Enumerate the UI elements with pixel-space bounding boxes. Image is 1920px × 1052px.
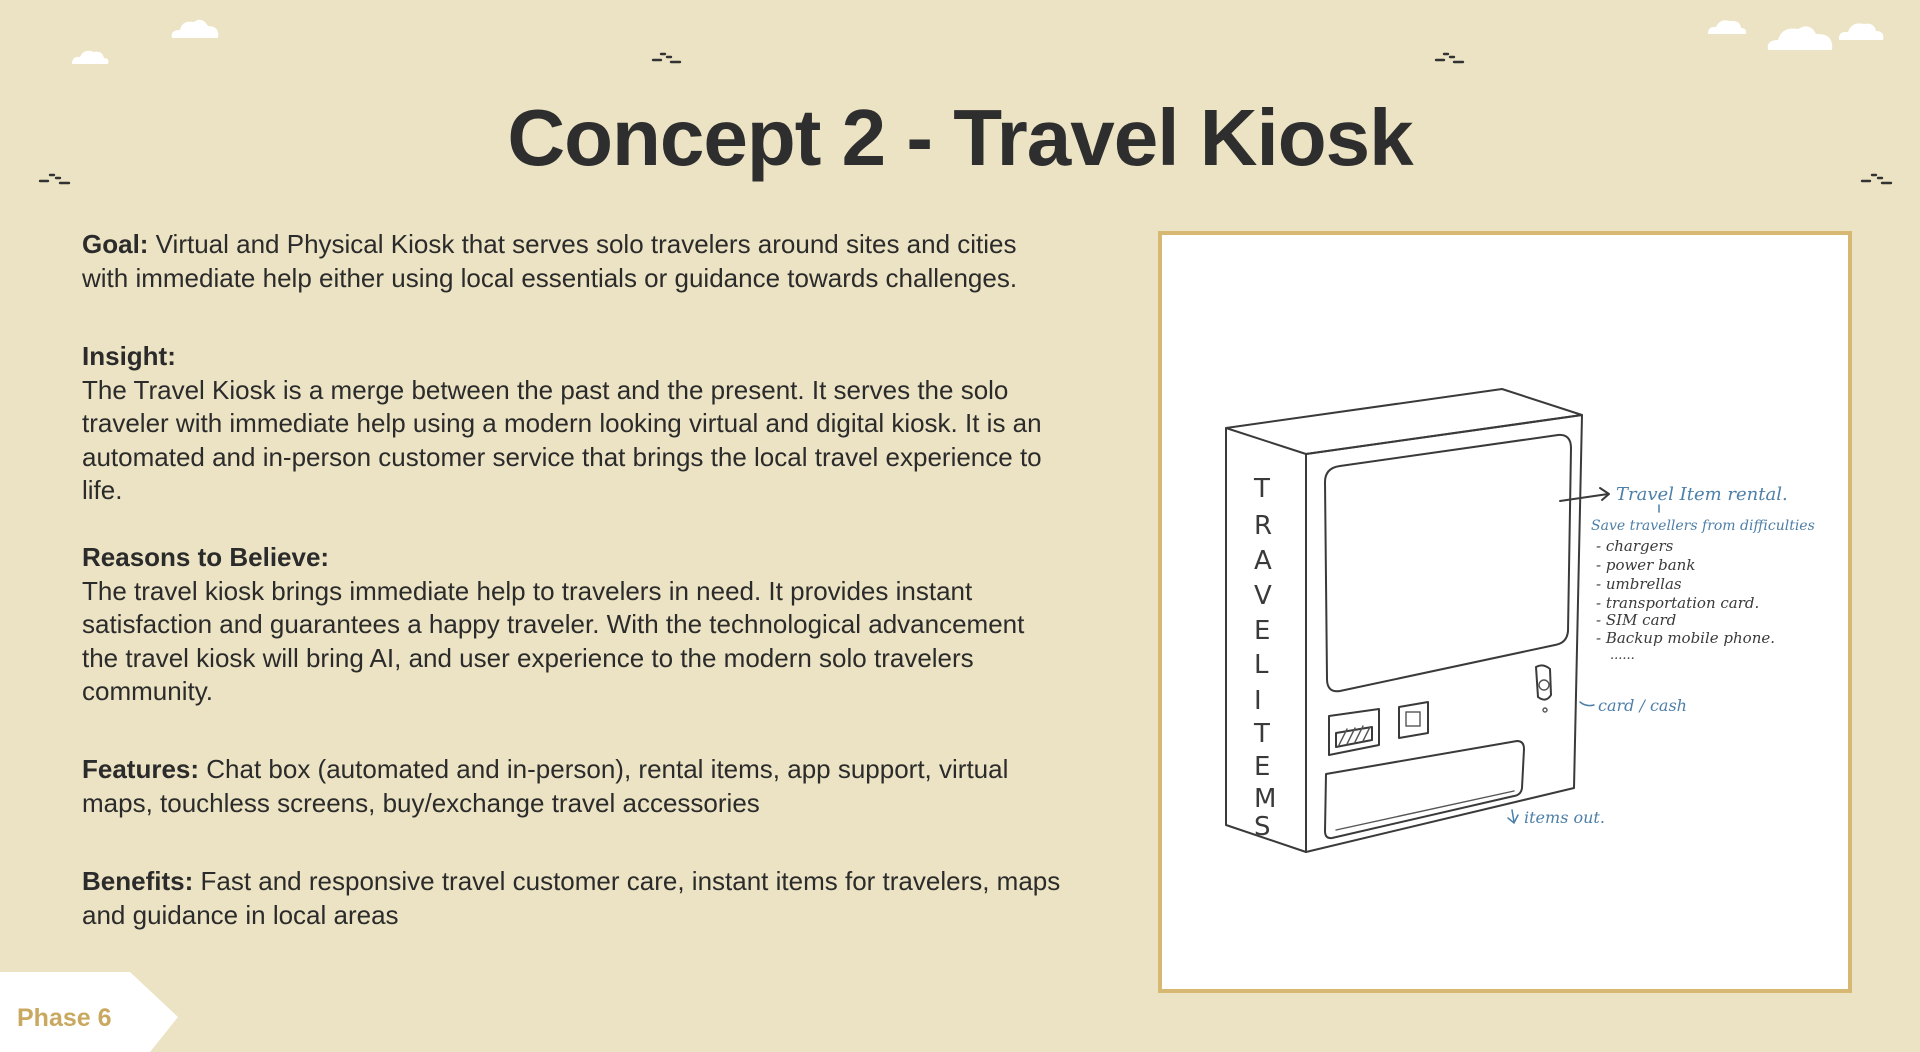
note-rental: Travel Item rental.: [1616, 484, 1788, 505]
note-item: - transportation card.: [1596, 594, 1760, 612]
side-letter: M: [1254, 784, 1277, 814]
side-letter: T: [1254, 719, 1270, 749]
reasons-line: the travel kiosk will bring AI, and user experience to the modern solo travelers: [82, 642, 974, 673]
features-line-1: Chat box (automated and in-person), rental items, app support, virtual: [199, 754, 1009, 784]
reasons-label: Reasons to Believe:: [82, 542, 330, 572]
slide-title: Concept 2 - Travel Kiosk: [507, 93, 1413, 182]
sketch-notes: [1524, 484, 1815, 827]
reasons-line: satisfaction and guarantees a happy traveler. With the technological advancement: [82, 609, 1025, 639]
cloud-icon: [70, 46, 110, 66]
kiosk-sketch: [1162, 235, 1848, 989]
insight-line: life.: [82, 475, 123, 505]
features-line-2: maps, touchless screens, buy/exchange travel accessories: [82, 787, 760, 818]
cloud-icon: [1836, 18, 1886, 42]
note-payment: card / cash: [1598, 696, 1687, 715]
note-out: items out.: [1524, 808, 1605, 827]
features-section: [82, 753, 1082, 820]
goal-label: Goal:: [82, 229, 149, 259]
reasons-line: community.: [82, 676, 213, 706]
cloud-icon: [168, 16, 222, 40]
bird-icon: [651, 51, 683, 65]
side-letter: L: [1254, 650, 1269, 680]
insight-label: Insight:: [82, 341, 176, 371]
note-save: Save travellers from difficulties: [1591, 518, 1815, 534]
note-item: - chargers: [1596, 537, 1674, 555]
side-letters: [1253, 474, 1276, 842]
insight-section: [82, 340, 1082, 508]
cloud-icon: [1706, 16, 1748, 36]
reasons-section: [82, 541, 1082, 709]
phase-label: Phase 6: [17, 1004, 112, 1032]
goal-line-1: Virtual and Physical Kiosk that serves solo travelers around sites and cities: [148, 229, 1017, 259]
benefits-section: [82, 865, 1082, 932]
note-item: - SIM card: [1596, 611, 1677, 629]
benefits-line-1: Fast and responsive travel customer care, instant items for travelers, maps: [193, 866, 1061, 896]
note-item: - Backup mobile phone.: [1596, 629, 1776, 647]
side-letter: V: [1254, 581, 1272, 611]
goal-section: [82, 228, 1082, 295]
benefits-line-2: and guidance in local areas: [82, 899, 399, 930]
features-label: Features:: [82, 754, 200, 784]
side-letter: A: [1254, 546, 1272, 576]
side-letter: S: [1254, 812, 1271, 842]
benefits-label: Benefits:: [82, 866, 194, 896]
note-item: - umbrellas: [1596, 575, 1682, 593]
side-letter: E: [1254, 752, 1271, 782]
bird-icon: [1434, 51, 1466, 65]
note-item: ......: [1610, 648, 1635, 663]
insight-line: The Travel Kiosk is a merge between the past and the present. It serves the solo: [82, 374, 1009, 405]
side-letter: T: [1254, 474, 1270, 504]
insight-line: traveler with immediate help using a modern looking virtual and digital kiosk. It is an: [82, 408, 1042, 438]
note-item: - power bank: [1596, 556, 1696, 574]
insight-line: automated and in-person customer service that brings the local travel experience to: [82, 441, 1042, 472]
side-letter: E: [1254, 616, 1271, 646]
cloud-icon: [1764, 20, 1836, 52]
side-letter: R: [1254, 511, 1273, 541]
reasons-line: The travel kiosk brings immediate help to travelers in need. It provides instant: [82, 575, 973, 606]
kiosk-drawing: [1226, 389, 1609, 852]
side-letter: I: [1254, 686, 1262, 716]
goal-line-2: with immediate help either using local essentials or guidance towards challenges.: [82, 262, 1018, 293]
kiosk-sketch-frame: [1158, 231, 1852, 993]
